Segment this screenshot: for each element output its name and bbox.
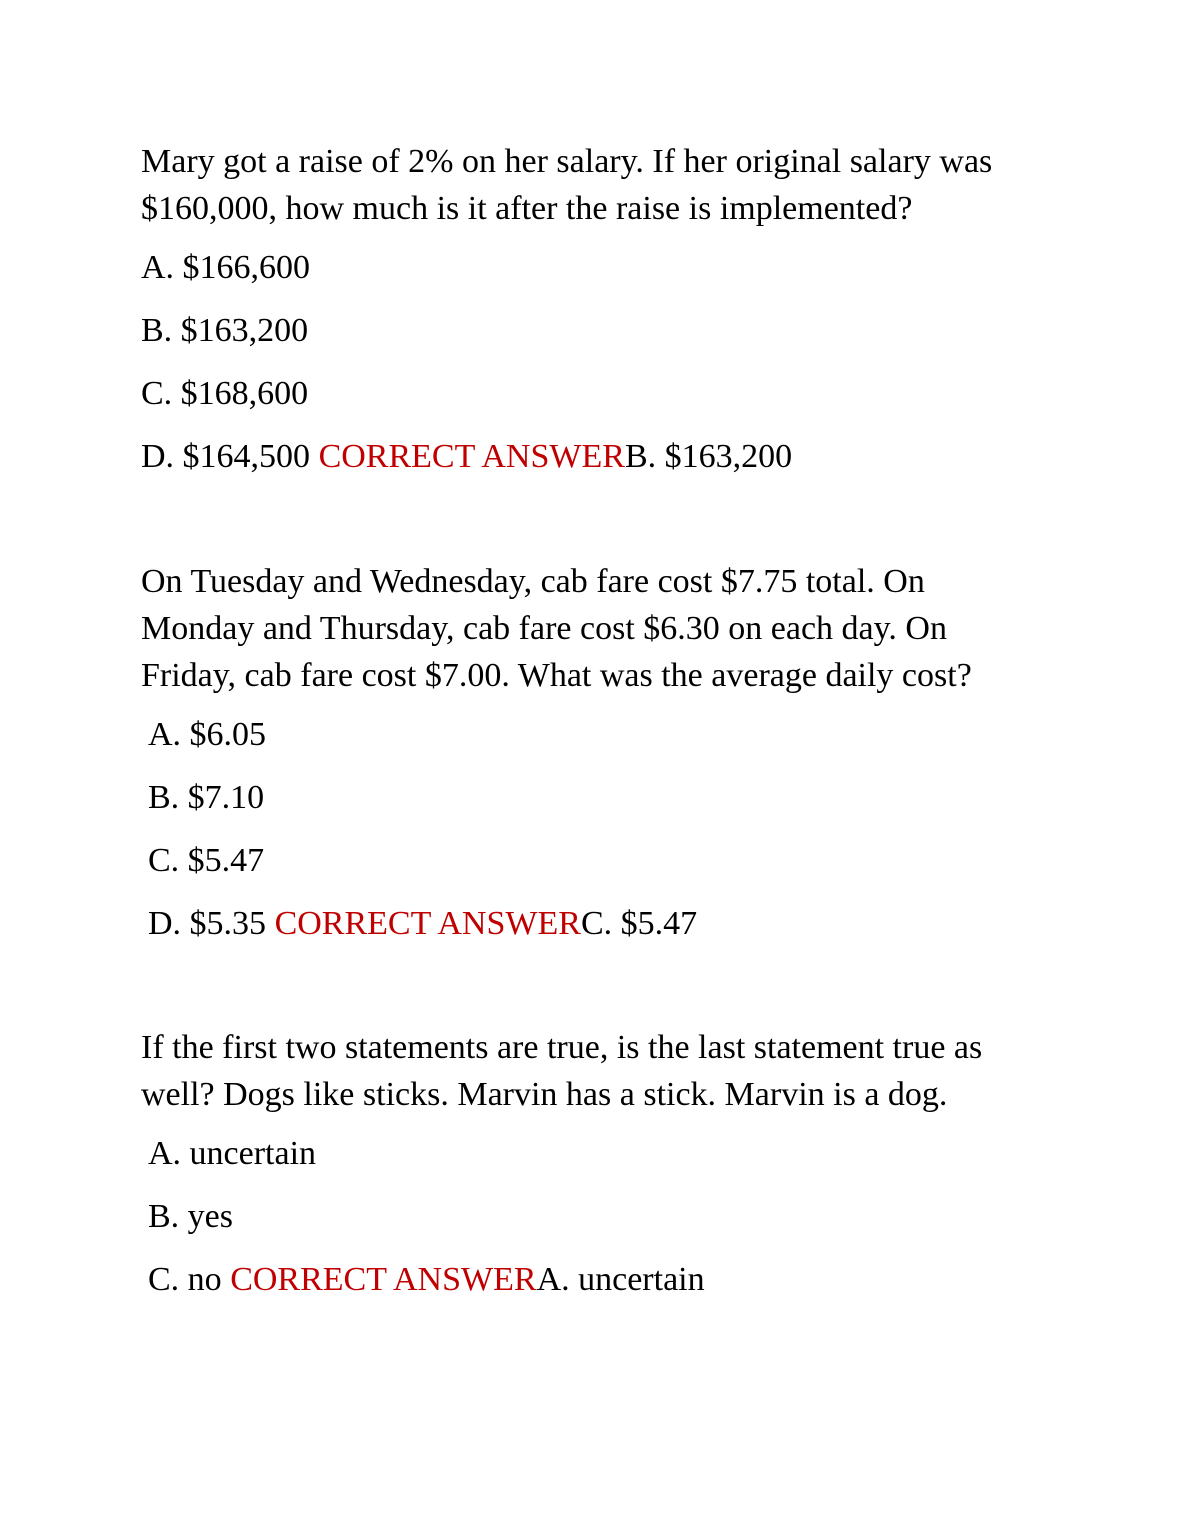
question-2-option-c: C. $5.47 xyxy=(148,842,265,879)
question-3-text: If the first two statements are true, is the last statement true as well? Dogs like sticks. Marvin has a stick. Marvin is a dog. xyxy=(141,1029,983,1113)
question-2 xyxy=(141,558,1041,944)
question-2-text: On Tuesday and Wednesday, cab fare cost $7.75 total. On Monday and Thursday, cab fare cost $6.30 on each day. On Friday, cab fare cost $7.00. What was the average daily cost? xyxy=(141,563,972,694)
question-2-option-b: B. $7.10 xyxy=(148,779,265,816)
question-2-answer: C. $5.47 xyxy=(580,905,698,942)
question-3-option-b: B. yes xyxy=(148,1198,233,1235)
question-3 xyxy=(141,1024,1041,1300)
question-3-answer-line xyxy=(148,1260,1041,1300)
question-3-answer-label: CORRECT ANSWER xyxy=(230,1261,537,1298)
question-1-answer-label: CORRECT ANSWER xyxy=(318,438,625,475)
question-1-text: Mary got a raise of 2% on her salary. If her original salary was $160,000, how much is it after the raise is implemented? xyxy=(141,143,993,227)
question-2-answer-label: CORRECT ANSWER xyxy=(274,905,581,942)
question-2-option-a: A. $6.05 xyxy=(148,716,267,753)
question-2-options xyxy=(141,715,1041,944)
question-1 xyxy=(141,138,1041,477)
question-1-option-d: D. $164,500 xyxy=(141,438,311,475)
question-1-answer: B. $163,200 xyxy=(624,438,793,475)
question-1-option-a: A. $166,600 xyxy=(141,249,311,286)
question-3-answer: A. uncertain xyxy=(536,1261,705,1298)
question-2-answer-line xyxy=(148,904,1041,944)
question-3-option-c: C. no xyxy=(148,1261,222,1298)
question-2-option-d: D. $5.35 xyxy=(148,905,267,942)
question-3-options xyxy=(141,1134,1041,1300)
question-1-option-c: C. $168,600 xyxy=(141,375,309,412)
question-1-answer-line xyxy=(141,437,1041,477)
question-1-option-b: B. $163,200 xyxy=(141,312,309,349)
question-3-option-a: A. uncertain xyxy=(148,1135,317,1172)
